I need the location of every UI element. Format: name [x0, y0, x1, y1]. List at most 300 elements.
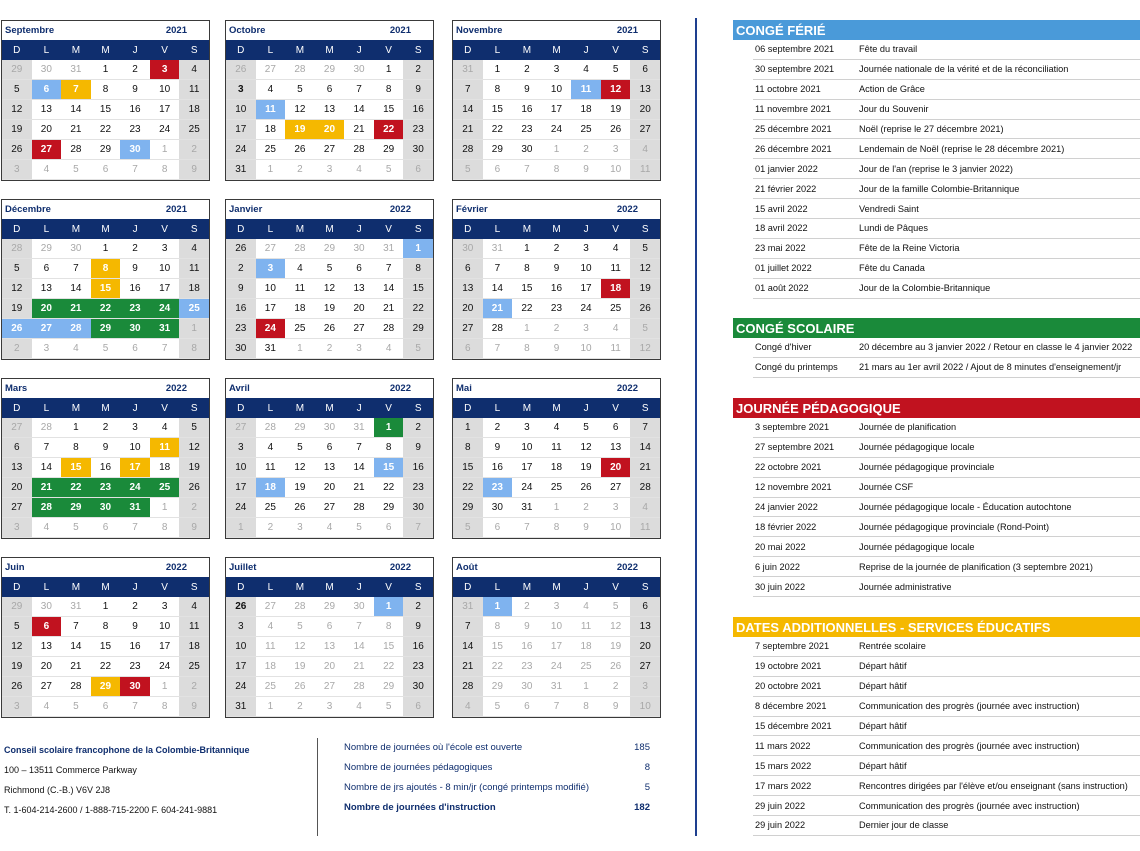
day-cell: 23: [226, 319, 256, 339]
section-entry: [753, 259, 1140, 279]
day-cell: 8: [91, 617, 121, 637]
day-cell: 29: [315, 60, 345, 80]
weekday-label: D: [237, 581, 245, 593]
day-cell: 8: [403, 259, 433, 279]
day-cell: 26: [315, 319, 345, 339]
day-cell: 6: [91, 518, 121, 538]
day-cell: 6: [512, 697, 542, 717]
day-cell: 31: [542, 677, 572, 697]
section-dates-additionnelles: [733, 617, 1140, 836]
section-entry: [753, 219, 1140, 239]
day-cell: 20: [344, 299, 374, 319]
weekday-header-row: [226, 398, 433, 418]
day-cell: 10: [571, 339, 601, 359]
weekday-label: J: [583, 402, 589, 414]
weekday-label: D: [13, 581, 21, 593]
day-cell: 1: [542, 140, 572, 160]
day-cell: 15: [374, 458, 404, 478]
day-cell: 6: [630, 597, 660, 617]
day-cell: 29: [453, 498, 483, 518]
entry-date: 30 juin 2022: [755, 581, 806, 592]
section-entry: [753, 557, 1140, 577]
day-cell: 29: [91, 319, 121, 339]
day-cell: 1: [91, 60, 121, 80]
month-calendar: [225, 557, 434, 718]
day-cell: 30: [344, 239, 374, 259]
day-cell: 26: [2, 140, 32, 160]
weekday-header-row: [453, 398, 660, 418]
day-cell: 9: [512, 80, 542, 100]
entry-description: Journée pédagogique locale: [859, 541, 975, 552]
stat-value: 5: [644, 781, 650, 793]
day-cell: 5: [374, 160, 404, 180]
day-cell: 25: [256, 498, 286, 518]
day-cell: 12: [601, 617, 631, 637]
day-cell: 2: [179, 677, 209, 697]
day-cell: 5: [571, 418, 601, 438]
day-cell: 3: [601, 498, 631, 518]
day-cell: 6: [483, 160, 513, 180]
entry-description: Fête du travail: [859, 44, 918, 55]
month-header: [2, 379, 209, 398]
day-cell: 16: [542, 279, 572, 299]
day-cell: 16: [120, 637, 150, 657]
month-header: [2, 558, 209, 577]
day-cell: 13: [601, 438, 631, 458]
day-cell: 30: [344, 597, 374, 617]
section-entry: [753, 756, 1140, 776]
day-cell: 27: [32, 677, 62, 697]
day-cell: 28: [61, 319, 91, 339]
weekday-label: M: [101, 581, 110, 593]
day-cell: 8: [150, 518, 180, 538]
day-cell: 7: [120, 518, 150, 538]
weekday-label: J: [132, 44, 138, 56]
weekday-label: V: [612, 402, 619, 414]
entry-date: 15 avril 2022: [755, 203, 808, 214]
day-cell: 15: [403, 279, 433, 299]
entry-date: 6 juin 2022: [755, 561, 800, 572]
day-cell: 13: [32, 637, 62, 657]
address-line-2: Richmond (C.-B.) V6V 2J8: [4, 785, 111, 795]
section-title: JOURNÉE PÉDAGOGIQUE: [733, 398, 1140, 418]
month-year: 2021: [389, 25, 411, 36]
weekday-label: V: [161, 44, 168, 56]
day-cell: 4: [285, 259, 315, 279]
day-cell: 8: [512, 259, 542, 279]
day-cell: 26: [2, 677, 32, 697]
weekday-label: L: [267, 402, 274, 414]
day-cell: 8: [571, 697, 601, 717]
day-cell: 13: [315, 458, 345, 478]
month-header: [2, 200, 209, 219]
divider-line: [695, 18, 697, 836]
weekday-label: S: [414, 581, 422, 593]
weekday-label: M: [71, 402, 81, 414]
weekday-label: L: [494, 223, 501, 235]
stat-value: 185: [634, 741, 650, 753]
entry-description: Communication des progrès (journée avec instruction): [859, 740, 1080, 751]
month-calendar: [452, 20, 661, 181]
day-cell: 27: [256, 597, 286, 617]
day-cell: 3: [512, 418, 542, 438]
day-cell: 29: [315, 597, 345, 617]
day-cell: 4: [32, 160, 62, 180]
day-cell: 22: [91, 120, 121, 140]
day-cell: 1: [91, 239, 121, 259]
day-cell: 28: [61, 140, 91, 160]
day-cell: 15: [374, 100, 404, 120]
day-cell: 10: [150, 617, 180, 637]
day-cell: 14: [374, 279, 404, 299]
day-cell: 13: [344, 279, 374, 299]
day-cell: 9: [571, 160, 601, 180]
day-cell: 9: [403, 438, 433, 458]
entry-date: 18 avril 2022: [755, 223, 808, 234]
weekday-label: S: [414, 402, 422, 414]
entry-description: Jour du Souvenir: [859, 104, 929, 115]
stat-label: Nombre de journées où l'école est ouverte: [344, 741, 523, 753]
day-cell: 20: [32, 657, 62, 677]
day-cell: 11: [601, 259, 631, 279]
day-cell: 17: [150, 100, 180, 120]
day-cell: 31: [120, 498, 150, 518]
day-cell: 5: [315, 259, 345, 279]
day-cell: 2: [120, 239, 150, 259]
day-cell: 2: [512, 597, 542, 617]
day-cell: 26: [2, 319, 32, 339]
day-cell: 10: [512, 438, 542, 458]
day-cell: 13: [32, 100, 62, 120]
weekday-label: M: [325, 581, 334, 593]
school-board-address: [4, 740, 250, 820]
day-grid: [226, 60, 433, 180]
day-cell: 5: [179, 418, 209, 438]
day-cell: 29: [315, 239, 345, 259]
day-cell: 1: [483, 597, 513, 617]
weekday-label: L: [494, 44, 501, 56]
day-cell: 6: [91, 697, 121, 717]
entry-description: Journée nationale de la vérité et de la réconciliation: [859, 64, 1069, 75]
day-cell: 16: [403, 100, 433, 120]
day-cell: 31: [512, 498, 542, 518]
day-cell: 8: [512, 339, 542, 359]
day-cell: 18: [179, 637, 209, 657]
day-cell: 4: [32, 518, 62, 538]
day-cell: 15: [483, 100, 513, 120]
day-cell: 31: [61, 597, 91, 617]
section-entry: [753, 239, 1140, 259]
month-calendar: [452, 378, 661, 539]
day-cell: 18: [571, 100, 601, 120]
day-cell: 24: [150, 657, 180, 677]
day-cell: 1: [374, 60, 404, 80]
day-cell: 21: [483, 299, 513, 319]
day-cell: 7: [32, 438, 62, 458]
entry-description: Lendemain de Noël (reprise le 28 décembre 2021): [859, 143, 1065, 154]
day-cell: 6: [453, 339, 483, 359]
day-cell: 12: [179, 438, 209, 458]
day-cell: 6: [374, 518, 404, 538]
entry-description: 20 décembre au 3 janvier 2022 / Retour en classe le 4 janvier 2022: [859, 342, 1133, 353]
month-header: [453, 379, 660, 398]
day-cell: 20: [453, 299, 483, 319]
day-cell: 28: [453, 140, 483, 160]
entry-date: 01 janvier 2022: [755, 163, 818, 174]
section-entry: [753, 358, 1140, 378]
weekday-label: M: [71, 44, 81, 56]
day-cell: 19: [630, 279, 660, 299]
day-cell: 6: [91, 160, 121, 180]
weekday-label: D: [13, 402, 21, 414]
section-entry: [753, 458, 1140, 478]
day-cell: 27: [315, 677, 345, 697]
month-header: [226, 379, 433, 398]
day-cell: 4: [150, 418, 180, 438]
section-entry: [753, 279, 1140, 299]
day-cell: 29: [91, 140, 121, 160]
day-cell: 2: [91, 418, 121, 438]
day-cell: 4: [542, 418, 572, 438]
day-cell: 22: [512, 299, 542, 319]
day-cell: 31: [61, 60, 91, 80]
day-cell: 14: [453, 637, 483, 657]
day-cell: 19: [571, 458, 601, 478]
weekday-header-row: [2, 398, 209, 418]
day-cell: 22: [91, 657, 121, 677]
day-cell: 2: [542, 239, 572, 259]
section-entry: [753, 120, 1140, 140]
day-cell: 6: [32, 259, 62, 279]
weekday-label: V: [385, 581, 392, 593]
weekday-label: M: [295, 44, 305, 56]
day-cell: 30: [403, 498, 433, 518]
day-cell: 23: [512, 120, 542, 140]
day-cell: 3: [226, 438, 256, 458]
entry-date: 30 septembre 2021: [755, 64, 835, 75]
phone-line: T. 1-604-214-2600 / 1-888-715-2200 F. 604-241-9881: [4, 805, 218, 815]
day-cell: 7: [344, 80, 374, 100]
day-cell: 4: [179, 597, 209, 617]
day-grid: [2, 418, 209, 538]
day-cell: 13: [2, 458, 32, 478]
day-cell: 4: [315, 518, 345, 538]
section-entry: [753, 139, 1140, 159]
day-cell: 2: [315, 339, 345, 359]
weekday-label: D: [237, 223, 245, 235]
stat-row: [344, 777, 650, 797]
section-entry: [753, 80, 1140, 100]
day-cell: 26: [601, 657, 631, 677]
month-name: Janvier: [229, 204, 263, 215]
day-cell: 11: [571, 80, 601, 100]
entry-description: Départ hâtif: [859, 721, 907, 731]
day-cell: 23: [542, 299, 572, 319]
entry-description: Journée pédagogique provinciale: [859, 462, 995, 473]
day-cell: 9: [91, 438, 121, 458]
day-cell: 17: [542, 100, 572, 120]
section-journee-pedagogique: [733, 398, 1140, 597]
day-cell: 5: [453, 518, 483, 538]
stat-value: 8: [644, 761, 650, 773]
day-cell: 5: [344, 518, 374, 538]
section-entry: [753, 577, 1140, 597]
day-cell: 20: [32, 299, 62, 319]
day-cell: 12: [285, 637, 315, 657]
section-entry: [753, 637, 1140, 657]
day-cell: 7: [630, 418, 660, 438]
day-cell: 3: [120, 418, 150, 438]
day-cell: 20: [2, 478, 32, 498]
entry-date: 20 mai 2022: [755, 541, 806, 552]
day-grid: [2, 239, 209, 359]
day-cell: 28: [344, 140, 374, 160]
entry-date: 25 décembre 2021: [755, 124, 832, 134]
day-cell: 27: [630, 657, 660, 677]
weekday-label: M: [325, 44, 334, 56]
day-cell: 29: [61, 498, 91, 518]
entry-description: Départ hâtif: [859, 681, 907, 692]
day-cell: 28: [285, 60, 315, 80]
entry-date: 23 mai 2022: [755, 243, 806, 254]
section-entry: [753, 478, 1140, 498]
day-cell: 24: [256, 319, 286, 339]
day-cell: 5: [2, 80, 32, 100]
month-calendar: [225, 199, 434, 360]
day-cell: 1: [512, 319, 542, 339]
day-cell: 7: [61, 617, 91, 637]
day-cell: 10: [150, 259, 180, 279]
day-grid: [226, 418, 433, 538]
weekday-label: M: [101, 223, 110, 235]
section-entry: [753, 418, 1140, 438]
day-cell: 6: [315, 617, 345, 637]
section-entry: [753, 179, 1140, 199]
day-cell: 3: [571, 319, 601, 339]
stat-row: [344, 737, 650, 757]
day-cell: 15: [61, 458, 91, 478]
day-cell: 3: [542, 597, 572, 617]
day-cell: 1: [150, 677, 180, 697]
day-cell: 14: [483, 279, 513, 299]
day-cell: 9: [226, 279, 256, 299]
day-cell: 17: [150, 637, 180, 657]
month-calendar: [1, 378, 210, 539]
day-cell: 3: [2, 697, 32, 717]
day-cell: 23: [403, 120, 433, 140]
day-cell: 2: [512, 60, 542, 80]
day-cell: 13: [32, 279, 62, 299]
day-cell: 19: [2, 120, 32, 140]
day-cell: 25: [179, 299, 209, 319]
weekday-label: M: [522, 223, 532, 235]
weekday-label: D: [13, 223, 21, 235]
day-cell: 17: [571, 279, 601, 299]
day-cell: 10: [150, 80, 180, 100]
day-cell: 25: [179, 657, 209, 677]
day-cell: 27: [256, 239, 286, 259]
day-cell: 1: [453, 418, 483, 438]
entry-description: 21 mars au 1er avril 2022 / Ajout de 8 minutes d'enseignement/jr: [859, 362, 1122, 373]
day-cell: 6: [120, 339, 150, 359]
day-cell: 4: [179, 239, 209, 259]
weekday-label: D: [464, 223, 472, 235]
day-cell: 3: [542, 60, 572, 80]
weekday-header-row: [226, 219, 433, 239]
entry-date: 12 novembre 2021: [755, 482, 832, 493]
weekday-label: M: [295, 402, 305, 414]
day-cell: 12: [571, 438, 601, 458]
month-name: Novembre: [456, 25, 503, 36]
day-cell: 4: [571, 60, 601, 80]
day-cell: 31: [483, 239, 513, 259]
day-cell: 30: [32, 597, 62, 617]
day-grid: [226, 239, 433, 359]
weekday-label: J: [356, 581, 362, 593]
month-year: 2021: [165, 25, 187, 36]
day-cell: 20: [601, 458, 631, 478]
weekday-label: D: [464, 402, 472, 414]
weekday-label: L: [267, 223, 274, 235]
day-cell: 4: [630, 140, 660, 160]
day-cell: 4: [601, 239, 631, 259]
day-cell: 5: [285, 617, 315, 637]
day-cell: 29: [374, 140, 404, 160]
day-cell: 29: [483, 677, 513, 697]
day-cell: 26: [285, 677, 315, 697]
weekday-label: L: [494, 402, 501, 414]
day-cell: 18: [179, 100, 209, 120]
day-cell: 15: [91, 637, 121, 657]
weekday-label: V: [385, 223, 392, 235]
day-cell: 3: [150, 597, 180, 617]
day-cell: 6: [630, 60, 660, 80]
day-cell: 19: [285, 478, 315, 498]
day-cell: 10: [571, 259, 601, 279]
day-cell: 4: [179, 60, 209, 80]
day-cell: 21: [453, 657, 483, 677]
weekday-label: J: [583, 223, 589, 235]
org-name: Conseil scolaire francophone de la Colombie-Britannique: [4, 745, 250, 755]
day-cell: 10: [226, 458, 256, 478]
day-cell: 8: [374, 438, 404, 458]
day-cell: 22: [61, 478, 91, 498]
weekday-label: M: [325, 223, 334, 235]
day-cell: 4: [256, 438, 286, 458]
entry-date: 20 octobre 2021: [755, 681, 822, 692]
month-name: Avril: [229, 383, 250, 394]
month-name: Mai: [456, 383, 472, 394]
day-cell: 27: [2, 498, 32, 518]
entry-description: Journée CSF: [859, 482, 914, 493]
day-cell: 8: [483, 617, 513, 637]
day-cell: 28: [285, 597, 315, 617]
day-cell: 21: [32, 478, 62, 498]
day-cell: 27: [32, 140, 62, 160]
day-cell: 7: [483, 259, 513, 279]
day-cell: 9: [120, 617, 150, 637]
section-entry: [753, 199, 1140, 219]
day-cell: 3: [285, 518, 315, 538]
day-cell: 2: [2, 339, 32, 359]
day-cell: 2: [542, 319, 572, 339]
weekday-header-row: [2, 219, 209, 239]
day-cell: 17: [256, 299, 286, 319]
day-cell: 22: [374, 120, 404, 140]
weekday-label: J: [583, 581, 589, 593]
month-name: Juin: [5, 562, 25, 573]
month-calendar: [1, 199, 210, 360]
